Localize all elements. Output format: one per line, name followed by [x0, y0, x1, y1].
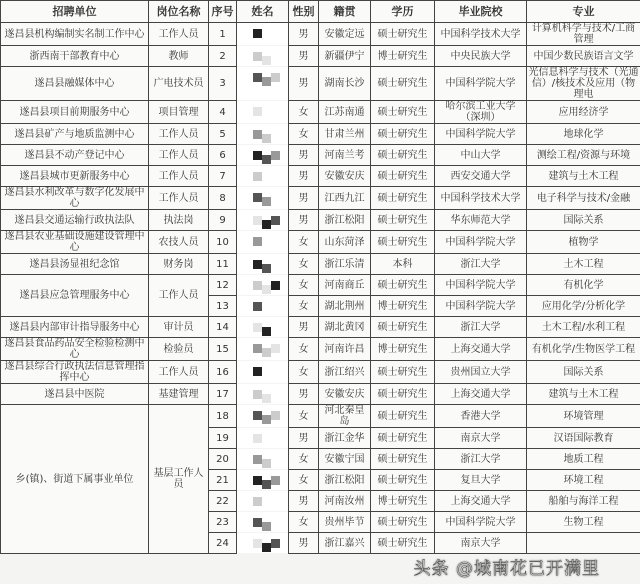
cell-origin: 浙江金华 — [319, 428, 371, 449]
cell-post: 项目管理 — [149, 101, 209, 124]
cell-seq: 12 — [209, 275, 237, 296]
cell-post: 基建管理 — [149, 384, 209, 405]
table-row — [1, 124, 640, 145]
cell-education: 博士研究生 — [371, 296, 435, 317]
cell-unit: 遂昌县农业基础设施建设管理中心 — [1, 231, 149, 254]
table-row — [1, 101, 640, 124]
cell-origin: 湖北荆州 — [319, 296, 371, 317]
redaction-block — [271, 539, 280, 548]
cell-name-redacted — [237, 46, 289, 67]
cell-major: 环境管理 — [527, 405, 640, 428]
cell-school: 上海交通大学 — [435, 384, 527, 405]
cell-name-redacted — [237, 317, 289, 338]
cell-origin: 浙江嘉兴 — [319, 533, 371, 554]
cell-education: 硕士研究生 — [371, 317, 435, 338]
cell-school: 上海交通大学 — [435, 491, 527, 512]
table-row — [1, 67, 640, 101]
redaction-block — [253, 367, 262, 376]
table-row — [1, 145, 640, 166]
cell-unit: 遂昌县内部审计指导服务中心 — [1, 317, 149, 338]
cell-unit: 遂昌县水利改革与数字化发展中心 — [1, 187, 149, 210]
cell-unit: 遂昌县应急管理服务中心 — [1, 275, 149, 317]
cell-gender: 女 — [289, 405, 319, 428]
cell-education: 硕士研究生 — [371, 533, 435, 554]
cell-unit: 遂昌县交通运输行政执法队 — [1, 210, 149, 231]
cell-school: 中国科学院大学 — [435, 512, 527, 533]
cell-post: 检验员 — [149, 338, 209, 361]
cell-major: 应用经济学 — [527, 101, 640, 124]
cell-gender: 男 — [289, 23, 319, 46]
cell-major: 国际关系 — [527, 210, 640, 231]
cell-seq: 2 — [209, 46, 237, 67]
cell-post: 工作人员 — [149, 187, 209, 210]
header-row — [1, 1, 640, 23]
cell-origin: 河南许昌 — [319, 338, 371, 361]
redaction-block — [253, 323, 262, 332]
cell-school: 中国科学院大学 — [435, 124, 527, 145]
table-row — [1, 361, 640, 384]
redaction-block — [253, 434, 262, 443]
cell-name-redacted — [237, 338, 289, 361]
cell-gender: 女 — [289, 296, 319, 317]
cell-major: 地质工程 — [527, 449, 640, 470]
table-row — [1, 210, 640, 231]
cell-seq: 14 — [209, 317, 237, 338]
cell-name-redacted — [237, 187, 289, 210]
redaction-block — [253, 497, 262, 506]
cell-post: 审计员 — [149, 317, 209, 338]
table-row — [1, 317, 640, 338]
cell-post: 财务岗 — [149, 254, 209, 275]
cell-unit: 遂昌县融媒体中心 — [1, 67, 149, 101]
cell-education: 硕士研究生 — [371, 512, 435, 533]
cell-post: 执法岗 — [149, 210, 209, 231]
cell-name-redacted — [237, 361, 289, 384]
cell-seq: 6 — [209, 145, 237, 166]
cell-seq: 23 — [209, 512, 237, 533]
cell-school: 贵州国立大学 — [435, 361, 527, 384]
cell-post: 农技人员 — [149, 231, 209, 254]
cell-name-redacted — [237, 145, 289, 166]
redaction-block — [262, 459, 271, 468]
cell-unit: 遂昌县项目前期服务中心 — [1, 101, 149, 124]
cell-school: 中国科学院大学 — [435, 67, 527, 101]
cell-seq: 13 — [209, 296, 237, 317]
cell-name-redacted — [237, 166, 289, 187]
cell-major: 地球化学 — [527, 124, 640, 145]
cell-education: 硕士研究生 — [371, 361, 435, 384]
cell-unit: 浙西南干部教育中心 — [1, 46, 149, 67]
cell-name-redacted — [237, 275, 289, 296]
redaction-block — [262, 394, 271, 403]
cell-gender: 女 — [289, 254, 319, 275]
cell-name-redacted — [237, 428, 289, 449]
redaction-block — [262, 264, 271, 273]
redaction-block — [253, 193, 262, 202]
cell-seq: 8 — [209, 187, 237, 210]
redaction-block — [253, 344, 262, 353]
cell-gender: 女 — [289, 231, 319, 254]
redaction-block — [253, 476, 262, 485]
cell-unit: 遂昌县机构编制实名制工作中心 — [1, 23, 149, 46]
redaction-block — [262, 220, 271, 229]
cell-school: 上海交通大学 — [435, 338, 527, 361]
cell-major: 计算机科学与技术/工商管理 — [527, 23, 640, 46]
cell-gender: 女 — [289, 512, 319, 533]
cell-post: 教师 — [149, 46, 209, 67]
redaction-block — [253, 390, 262, 399]
header-name: 姓名 — [237, 1, 289, 23]
cell-name-redacted — [237, 533, 289, 554]
cell-gender: 女 — [289, 338, 319, 361]
cell-school: 南京大学 — [435, 428, 527, 449]
cell-major: 光信息科学与技术（光通信）/核技术及应用（物理电 — [527, 67, 640, 101]
cell-seq: 22 — [209, 491, 237, 512]
cell-name-redacted — [237, 491, 289, 512]
cell-post: 工作人员 — [149, 145, 209, 166]
header-post: 岗位名称 — [149, 1, 209, 23]
cell-education: 硕士研究生 — [371, 166, 435, 187]
watermark: 头条 @城南花已开满里 — [414, 558, 600, 580]
header-origin: 籍贯 — [319, 1, 371, 23]
cell-seq: 16 — [209, 361, 237, 384]
cell-post: 广电技术员 — [149, 67, 209, 101]
redaction-block — [262, 327, 271, 336]
redaction-block — [253, 52, 262, 61]
cell-school: 浙江大学 — [435, 317, 527, 338]
cell-education: 硕士研究生 — [371, 101, 435, 124]
cell-major: 电子科学与技术/金融 — [527, 187, 640, 210]
header-education: 学历 — [371, 1, 435, 23]
cell-education: 硕士研究生 — [371, 187, 435, 210]
cell-major: 土木工程/水利工程 — [527, 317, 640, 338]
cell-school: 中国科学院大学 — [435, 275, 527, 296]
cell-school: 南京大学 — [435, 533, 527, 554]
table-row — [1, 254, 640, 275]
cell-gender: 女 — [289, 449, 319, 470]
redaction-block — [271, 151, 280, 160]
redaction-block — [262, 285, 271, 294]
redaction-block — [262, 155, 271, 164]
cell-education: 硕士研究生 — [371, 428, 435, 449]
cell-education: 硕士研究生 — [371, 405, 435, 428]
cell-seq: 11 — [209, 254, 237, 275]
cell-major: 土木工程 — [527, 254, 640, 275]
table-row — [1, 384, 640, 405]
cell-education: 博士研究生 — [371, 46, 435, 67]
cell-seq: 3 — [209, 67, 237, 101]
redaction-block — [253, 237, 262, 246]
cell-gender: 男 — [289, 533, 319, 554]
cell-school: 香港大学 — [435, 405, 527, 428]
table-row — [1, 338, 640, 361]
redaction-block — [253, 151, 262, 160]
cell-post: 工作人员 — [149, 23, 209, 46]
table-row — [1, 23, 640, 46]
cell-gender: 男 — [289, 187, 319, 210]
redaction-block — [253, 260, 262, 269]
cell-name-redacted — [237, 470, 289, 491]
cell-origin: 安徽安庆 — [319, 384, 371, 405]
cell-major: 船舶与海洋工程 — [527, 491, 640, 512]
redaction-block — [271, 344, 280, 353]
cell-major: 环境工程 — [527, 470, 640, 491]
cell-name-redacted — [237, 124, 289, 145]
redaction-block — [262, 480, 271, 489]
cell-school: 中央民族大学 — [435, 46, 527, 67]
cell-major — [527, 533, 640, 554]
cell-school: 浙江大学 — [435, 254, 527, 275]
redaction-block — [262, 543, 271, 552]
cell-gender: 男 — [289, 166, 319, 187]
cell-school: 华东师范大学 — [435, 210, 527, 231]
cell-origin: 河南兰考 — [319, 145, 371, 166]
cell-unit: 遂昌县城市更新服务中心 — [1, 166, 149, 187]
cell-seq: 5 — [209, 124, 237, 145]
cell-unit: 遂昌县食品药品安全检验检测中心 — [1, 338, 149, 361]
cell-major: 国际关系 — [527, 361, 640, 384]
cell-origin: 湖南长沙 — [319, 67, 371, 101]
redaction-block — [253, 130, 262, 139]
cell-major: 植物学 — [527, 231, 640, 254]
cell-school: 西安交通大学 — [435, 166, 527, 187]
cell-name-redacted — [237, 405, 289, 428]
cell-school: 复旦大学 — [435, 470, 527, 491]
table-row — [1, 46, 640, 67]
cell-name-redacted — [237, 23, 289, 46]
cell-unit: 遂昌县不动产登记中心 — [1, 145, 149, 166]
cell-origin: 贵州毕节 — [319, 512, 371, 533]
redaction-block — [262, 134, 271, 143]
cell-school: 哈尔滨工业大学（深圳） — [435, 101, 527, 124]
redaction-block — [253, 29, 262, 38]
redaction-block — [262, 77, 271, 86]
cell-major: 中国少数民族语言文学 — [527, 46, 640, 67]
cell-school: 浙江大学 — [435, 449, 527, 470]
cell-name-redacted — [237, 101, 289, 124]
header-school: 毕业院校 — [435, 1, 527, 23]
cell-education: 硕士研究生 — [371, 470, 435, 491]
cell-gender: 男 — [289, 384, 319, 405]
redaction-block — [262, 348, 271, 357]
redaction-block — [253, 73, 262, 82]
cell-name-redacted — [237, 296, 289, 317]
cell-seq: 18 — [209, 405, 237, 428]
cell-major: 有机化学/生物医学工程 — [527, 338, 640, 361]
table-row — [1, 187, 640, 210]
cell-education: 本科 — [371, 254, 435, 275]
cell-origin: 河南商丘 — [319, 275, 371, 296]
cell-origin: 江苏南通 — [319, 101, 371, 124]
cell-major: 建筑与土木工程 — [527, 166, 640, 187]
cell-gender: 女 — [289, 361, 319, 384]
cell-origin: 甘肃兰州 — [319, 124, 371, 145]
cell-seq: 9 — [209, 210, 237, 231]
redaction-block — [253, 518, 262, 527]
cell-gender: 男 — [289, 491, 319, 512]
cell-origin: 河北秦皇岛 — [319, 405, 371, 428]
cell-seq: 17 — [209, 384, 237, 405]
cell-education: 博士研究生 — [371, 338, 435, 361]
redaction-block — [262, 56, 271, 65]
redaction-block — [262, 415, 271, 424]
cell-education: 硕士研究生 — [371, 145, 435, 166]
cell-education: 硕士研究生 — [371, 449, 435, 470]
cell-gender: 男 — [289, 317, 319, 338]
redaction-block — [253, 172, 262, 181]
table-row — [1, 405, 640, 428]
redaction-block — [253, 302, 262, 311]
cell-origin: 江西九江 — [319, 187, 371, 210]
cell-gender: 男 — [289, 210, 319, 231]
cell-unit: 遂昌县矿产与地质监测中心 — [1, 124, 149, 145]
cell-seq: 15 — [209, 338, 237, 361]
cell-education: 硕士研究生 — [371, 275, 435, 296]
cell-gender: 女 — [289, 101, 319, 124]
cell-post: 工作人员 — [149, 166, 209, 187]
cell-major: 应用化学/分析化学 — [527, 296, 640, 317]
cell-origin: 浙江松阳 — [319, 210, 371, 231]
cell-gender: 女 — [289, 470, 319, 491]
cell-gender: 女 — [289, 275, 319, 296]
redaction-block — [253, 107, 262, 116]
table-row — [1, 275, 640, 296]
cell-gender: 女 — [289, 124, 319, 145]
cell-name-redacted — [237, 449, 289, 470]
cell-seq: 4 — [209, 101, 237, 124]
redaction-block — [271, 411, 280, 420]
header-gender: 性别 — [289, 1, 319, 23]
cell-school: 中国科学院大学 — [435, 296, 527, 317]
cell-education: 硕士研究生 — [371, 210, 435, 231]
redaction-block — [262, 522, 271, 531]
redaction-block — [253, 216, 262, 225]
cell-education: 博士研究生 — [371, 491, 435, 512]
redaction-block — [253, 281, 262, 290]
cell-major: 建筑与土木工程 — [527, 384, 640, 405]
header-major: 专业 — [527, 1, 640, 23]
cell-education: 硕士研究生 — [371, 231, 435, 254]
cell-education: 硕士研究生 — [371, 67, 435, 101]
redaction-block — [253, 411, 262, 420]
cell-school: 中国科学院大学 — [435, 231, 527, 254]
cell-education: 硕士研究生 — [371, 23, 435, 46]
cell-origin: 河南汝州 — [319, 491, 371, 512]
cell-gender: 男 — [289, 428, 319, 449]
redaction-block — [271, 281, 280, 290]
watermark-bar — [0, 554, 640, 584]
cell-post: 工作人员 — [149, 124, 209, 145]
cell-origin: 浙江绍兴 — [319, 361, 371, 384]
redaction-block — [253, 539, 262, 548]
header-seq: 序号 — [209, 1, 237, 23]
cell-name-redacted — [237, 67, 289, 101]
cell-seq: 19 — [209, 428, 237, 449]
cell-major: 有机化学 — [527, 275, 640, 296]
cell-name-redacted — [237, 254, 289, 275]
cell-name-redacted — [237, 210, 289, 231]
cell-seq: 7 — [209, 166, 237, 187]
cell-origin: 安徽定远 — [319, 23, 371, 46]
table-row — [1, 166, 640, 187]
redaction-block — [262, 197, 271, 206]
cell-education: 硕士研究生 — [371, 384, 435, 405]
cell-unit: 遂昌县汤显祖纪念馆 — [1, 254, 149, 275]
cell-origin: 安徽宁国 — [319, 449, 371, 470]
cell-name-redacted — [237, 231, 289, 254]
cell-school: 中国科学技术大学 — [435, 23, 527, 46]
cell-post: 工作人员 — [149, 361, 209, 384]
cell-major: 测绘工程/资源与环境 — [527, 145, 640, 166]
cell-origin: 浙江乐清 — [319, 254, 371, 275]
cell-origin: 安徽安庆 — [319, 166, 371, 187]
cell-seq: 21 — [209, 470, 237, 491]
redaction-block — [271, 216, 280, 225]
cell-gender: 男 — [289, 67, 319, 101]
header-unit: 招聘单位 — [1, 1, 149, 23]
table-row — [1, 231, 640, 254]
cell-major: 生物工程 — [527, 512, 640, 533]
cell-unit: 遂昌县综合行政执法信息管理指挥中心 — [1, 361, 149, 384]
cell-name-redacted — [237, 384, 289, 405]
redaction-block — [253, 455, 262, 464]
cell-origin: 湖北黄冈 — [319, 317, 371, 338]
cell-origin: 山东菏泽 — [319, 231, 371, 254]
cell-post: 基层工作人员 — [149, 405, 209, 554]
cell-name-redacted — [237, 512, 289, 533]
cell-school: 中国科学技术大学 — [435, 187, 527, 210]
cell-seq: 24 — [209, 533, 237, 554]
cell-major: 汉语国际教育 — [527, 428, 640, 449]
cell-seq: 1 — [209, 23, 237, 46]
cell-unit: 乡(镇)、街道下属事业单位 — [1, 405, 149, 554]
cell-gender: 男 — [289, 145, 319, 166]
cell-origin: 新疆伊宁 — [319, 46, 371, 67]
cell-origin: 浙江松阳 — [319, 470, 371, 491]
cell-education: 硕士研究生 — [371, 124, 435, 145]
redaction-block — [271, 73, 280, 82]
cell-post: 工作人员 — [149, 275, 209, 317]
cell-seq: 20 — [209, 449, 237, 470]
cell-gender: 男 — [289, 46, 319, 67]
redaction-block — [271, 476, 280, 485]
cell-school: 中山大学 — [435, 145, 527, 166]
cell-unit: 遂昌县中医院 — [1, 384, 149, 405]
cell-seq: 10 — [209, 231, 237, 254]
